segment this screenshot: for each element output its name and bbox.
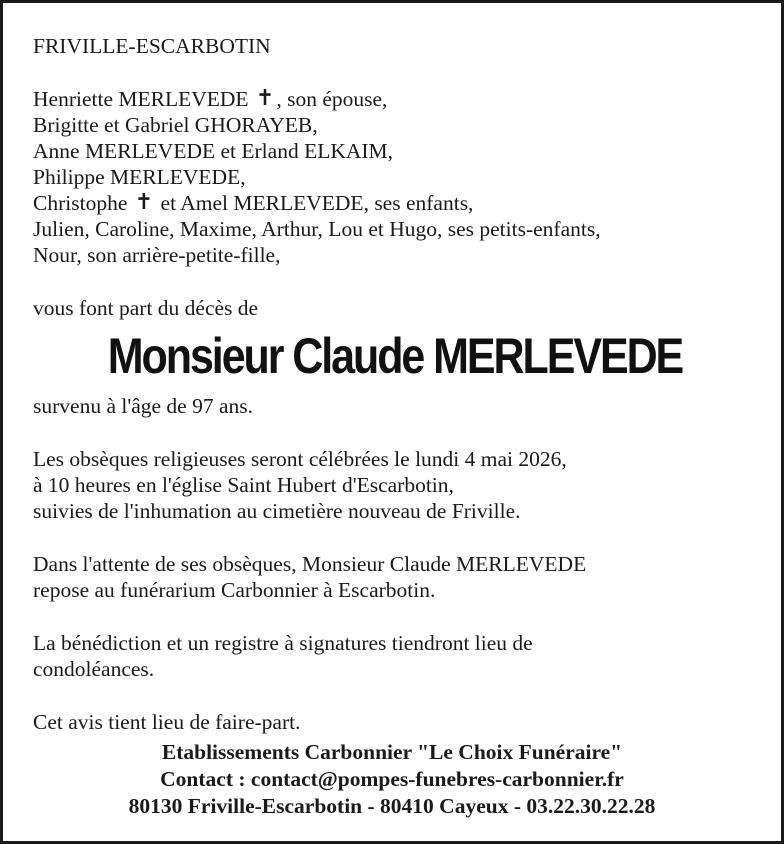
funeral-line: suivies de l'inhumation au cimetière nouveau de Friville. [33, 499, 521, 523]
cross-icon: ✝ [134, 190, 154, 215]
family-line: Julien, Caroline, Maxime, Arthur, Lou et Hugo, ses petits-enfants, [33, 217, 601, 241]
family-line: Anne MERLEVEDE et Erland ELKAIM, [33, 139, 394, 163]
town-heading: FRIVILLE-ESCARBOTIN [33, 34, 271, 58]
family-line: Brigitte et Gabriel GHORAYEB, [33, 113, 318, 137]
family-list [33, 86, 781, 268]
funeral-home-footer [3, 739, 781, 820]
condolences-line: condoléances. [33, 657, 155, 681]
funeral-details [33, 446, 781, 524]
funeral-line: Les obsèques religieuses seront célébrées le lundi 4 mai 2026, [33, 447, 567, 471]
deceased-name: Monsieur Claude MERLEVEDE [107, 328, 683, 384]
rest-details [33, 551, 781, 603]
company-name: Etablissements Carbonnier "Le Choix Funéraire" [161, 740, 623, 764]
family-line: Christophe ✝ et Amel MERLEVEDE, ses enfants, [33, 190, 474, 215]
condolences-details [33, 630, 781, 682]
closing-line: Cet avis tient lieu de faire-part. [33, 710, 301, 734]
family-line: Philippe MERLEVEDE, [33, 165, 246, 189]
age-line: survenu à l'âge de 97 ans. [33, 394, 253, 418]
rest-line: Dans l'attente de ses obsèques, Monsieur Claude MERLEVEDE [33, 552, 587, 576]
cross-icon: ✝ [255, 86, 275, 111]
family-line: Nour, son arrière-petite-fille, [33, 243, 281, 267]
funeral-line: à 10 heures en l'église Saint Hubert d'Escarbotin, [33, 473, 454, 497]
rest-line: repose au funérarium Carbonnier à Escarbotin. [33, 578, 436, 602]
family-line: Henriette MERLEVEDE ✝, son épouse, [33, 86, 388, 111]
address-line: 80130 Friville-Escarbotin - 80410 Cayeux - 03.22.30.22.28 [128, 794, 656, 818]
contact-line: Contact : contact@pompes-funebres-carbonnier.fr [160, 767, 624, 791]
announcement-intro: vous font part du décès de [33, 296, 259, 320]
condolences-line: La bénédiction et un registre à signatures tiendront lieu de [33, 631, 533, 655]
